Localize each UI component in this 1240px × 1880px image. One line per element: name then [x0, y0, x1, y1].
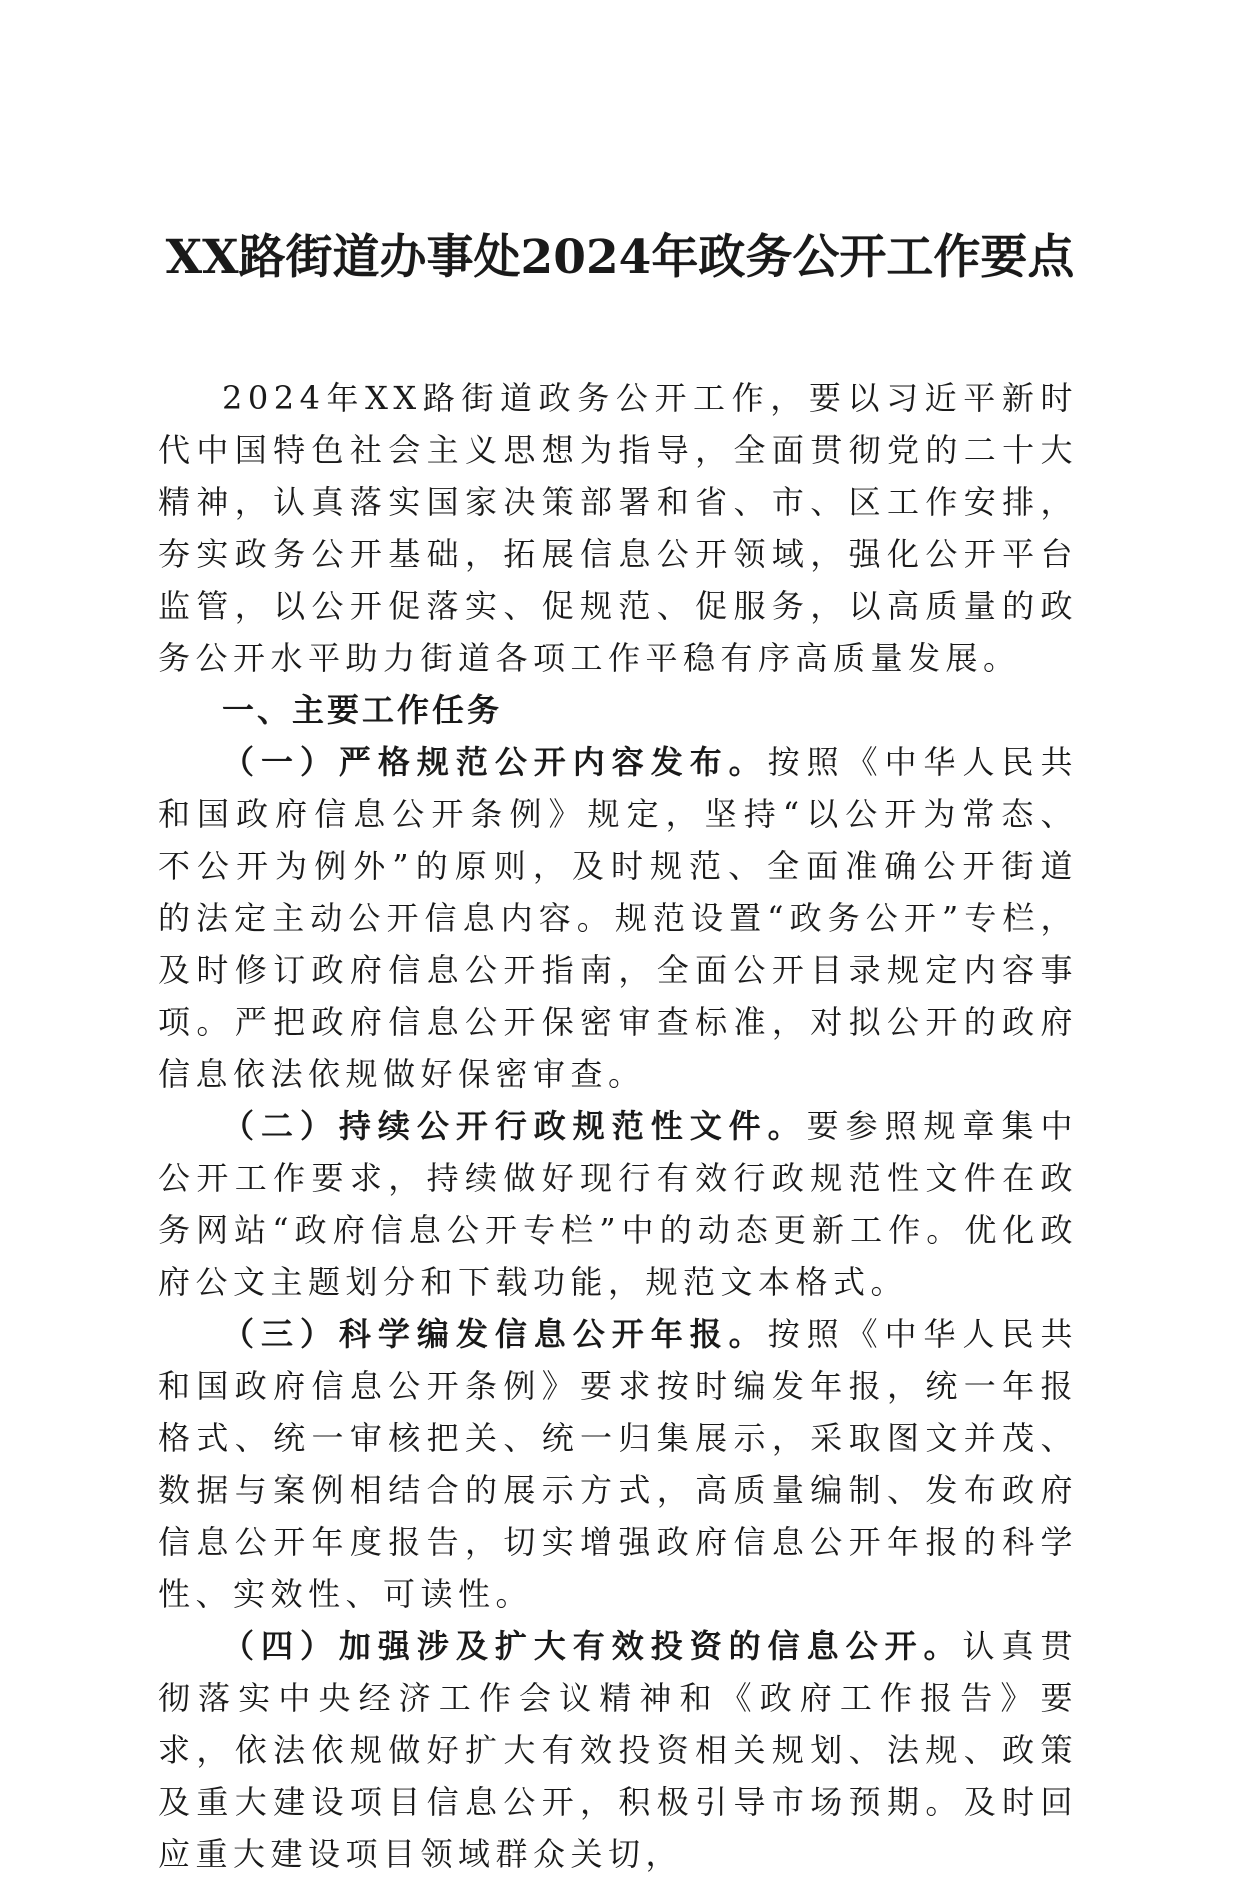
document-body: [158, 372, 1078, 1880]
task-item-text: 要参照规章集中公开工作要求，持续做好现行有效行政规范性文件在政务网站“政府信息公开专栏”中的动态更新工作。优化政府公文主题划分和下载功能，规范文本格式。: [158, 1107, 1078, 1301]
intro-paragraph: 2024年XX路街道政务公开工作，要以习近平新时代中国特色社会主义思想为指导，全面贯彻党的二十大精神，认真落实国家决策部署和省、市、区工作安排，夯实政务公开基础，拓展信息公开领域，强化公开平台监管，以公开促落实、促规范、促服务，以高质量的政务公开水平助力街道各项工作平稳有序高质量发展。: [158, 379, 1078, 677]
task-item-2: [158, 1100, 1078, 1308]
task-item-3: [158, 1308, 1078, 1620]
task-item-text: 认真贯彻落实中央经济工作会议精神和《政府工作报告》要求，依法依规做好扩大有效投资相关规划、法规、政策及重大建设项目信息公开，积极引导市场预期。及时回应重大建设项目领域群众关切，: [158, 1627, 1078, 1873]
task-item-lead: （一）严格规范公开内容发布。: [222, 743, 768, 781]
task-item-lead: （三）科学编发信息公开年报。: [222, 1315, 768, 1353]
task-item-4: [158, 1620, 1078, 1880]
task-item-text: 按照《中华人民共和国政府信息公开条例》要求按时编发年报，统一年报格式、统一审核把关、统一归集展示，采取图文并茂、数据与案例相结合的展示方式，高质量编制、发布政府信息公开年度报告，切实增强政府信息公开年报的科学性、实效性、可读性。: [158, 1315, 1078, 1613]
task-item-1: [158, 736, 1078, 1100]
task-item-lead: （二）持续公开行政规范性文件。: [222, 1107, 807, 1145]
document-title: XX路街道办事处2024年政务公开工作要点: [165, 230, 1075, 285]
section-heading: 一、主要工作任务: [222, 691, 503, 729]
task-item-lead: （四）加强涉及扩大有效投资的信息公开。: [222, 1627, 963, 1665]
task-item-text: 按照《中华人民共和国政府信息公开条例》规定，坚持“以公开为常态、不公开为例外”的原则，及时规范、全面准确公开街道的法定主动公开信息内容。规范设置“政务公开”专栏，及时修订政府信息公开指南，全面公开目录规定内容事项。严把政府信息公开保密审查标准，对拟公开的政府信息依法依规做好保密审查。: [158, 743, 1078, 1093]
